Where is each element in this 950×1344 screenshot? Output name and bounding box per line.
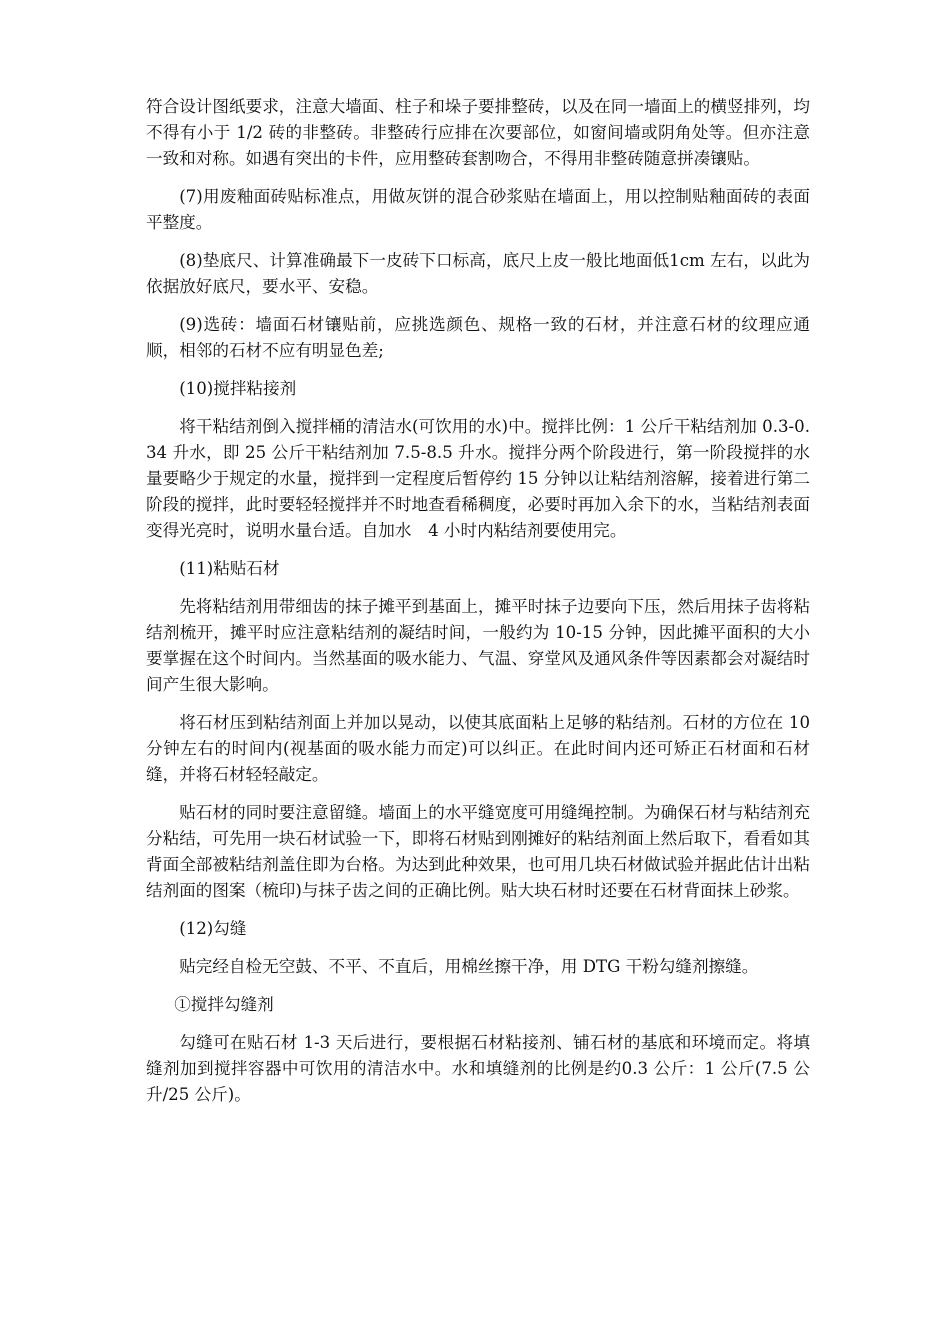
paragraph-continuation: 符合设计图纸要求，注意大墙面、柱子和垛子要排整砖，以及在同一墙面上的横竖排列，均不得有小于 1/2 砖的非整砖。非整砖行应排在次要部位，如窗间墙或阴角处等。但亦注意一致和对称。如遇有突出的卡件，应用整砖套割吻合，不得用非整砖随意拼凑镶贴。 xyxy=(146,97,810,168)
paragraph-mixing-adhesive: 将干粘结剂倒入搅拌桶的清洁水(可饮用的水)中。搅拌比例：1 公斤干粘结剂加 0.3-0.34 升水，即 25 公斤干粘结剂加 7.5-8.5 升水。搅拌分两个阶段进行，第一阶段搅拌的水量要略少于规定的水量，搅拌到一定程度后暂停约 15 分钟以让粘结剂溶解，接着进行第二阶段的搅拌，此时要轻轻搅拌并不时地查看稀稠度，必要时再加入余下的水，当粘结剂表面变得光亮时，说明水量台适。自加水 4 小时内粘结剂要使用完。 xyxy=(146,417,810,540)
paragraph-spreading-adhesive: 先将粘结剂用带细齿的抹子摊平到基面上，摊平时抹子边要向下压，然后用抹子齿将粘结剂梳开，摊平时应注意粘结剂的凝结时间，一般约为 10-15 分钟，因此摊平面积的大小要掌握在这个时间内。当然基面的吸水能力、气温、穿堂风及通风条件等因素都会对凝结时间产生很大影响。 xyxy=(146,597,810,694)
paragraph-step-8: (8)垫底尺、计算准确最下一皮砖下口标高，底尺上皮一般比地面低1cm 左右，以此为依据放好底尺，要水平、安稳。 xyxy=(146,251,810,296)
paragraph-grout-ratio: 勾缝可在贴石材 1-3 天后进行，要根据石材粘接剂、铺石材的基底和环境而定。将填缝剂加到搅拌容器中可饮用的清洁水中。水和填缝剂的比例是约0.3 公斤：1 公斤(7.5 公升/25 公斤)。 xyxy=(146,1033,810,1104)
heading-step-10: (10)搅拌粘接剂 xyxy=(179,379,297,398)
paragraph-step-7: (7)用废釉面砖贴标准点，用做灰饼的混合砂浆贴在墙面上，用以控制贴釉面砖的表面平整度。 xyxy=(146,187,810,232)
paragraph-step-9: (9)选砖：墙面石材镶贴前，应挑选颜色、规格一致的石材，并注意石材的纹理应通顺，相邻的石材不应有明显色差; xyxy=(146,315,810,360)
paragraph-grouting: 贴完经自检无空鼓、不平、不直后，用棉丝擦干净，用 DTG 干粉勾缝剂擦缝。 xyxy=(179,957,759,976)
heading-step-11: (11)粘贴石材 xyxy=(179,559,280,578)
paragraph-joint-spacing: 贴石材的同时要注意留缝。墙面上的水平缝宽度可用缝绳控制。为确保石材与粘结剂充分粘结，可先用一块石材试验一下，即将石材贴到刚摊好的粘结剂面上然后取下，看看如其背面全部被粘结剂盖住即为台格。为达到此种效果，也可用几块石材做试验并据此估计出粘结剂面的图案（梳印)与抹子齿之间的正确比例。贴大块石材时还要在石材背面抹上砂浆。 xyxy=(146,803,810,900)
paragraph-pressing-stone: 将石材压到粘结剂面上并加以晃动，以使其底面粘上足够的粘结剂。石材的方位在 10 分钟左右的时间内(视基面的吸水能力而定)可以纠正。在此时间内还可矫正石材面和石材缝，并将石材轻轻敲定。 xyxy=(146,713,810,784)
heading-mix-grout: ①搅拌勾缝剂 xyxy=(174,995,274,1014)
heading-step-12: (12)勾缝 xyxy=(179,919,247,938)
document-body xyxy=(146,94,810,1120)
